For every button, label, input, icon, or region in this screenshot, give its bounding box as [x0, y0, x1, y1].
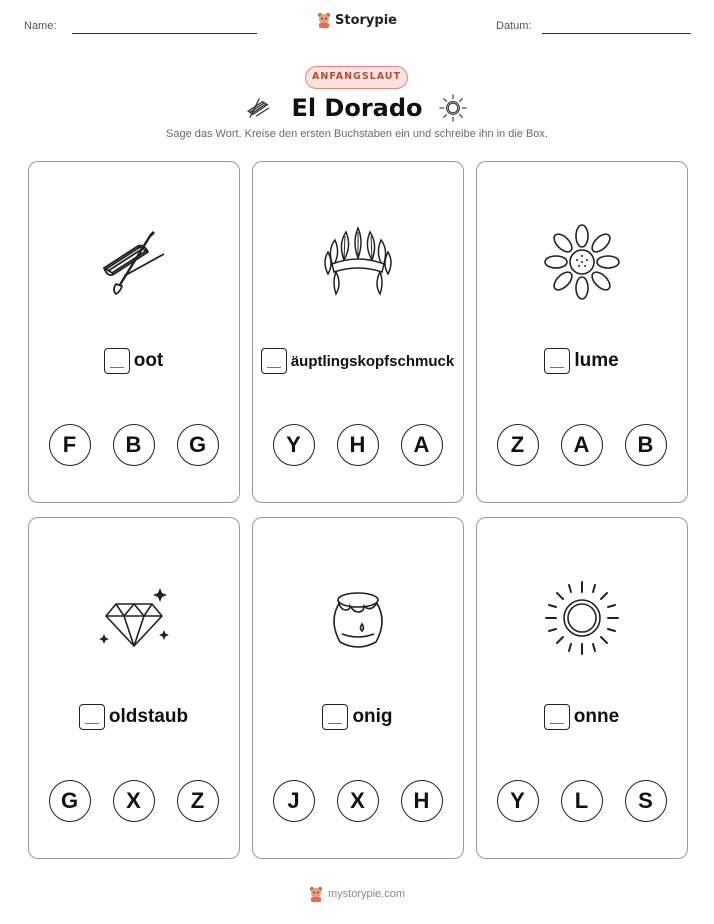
brand-name: Storypie: [335, 12, 397, 28]
page-title: El Dorado: [291, 94, 423, 122]
card-picture: [477, 222, 686, 302]
word-rest: onig: [352, 706, 393, 727]
letter-choice[interactable]: B: [625, 424, 667, 466]
letter-choice[interactable]: G: [49, 780, 91, 822]
choices: [253, 780, 462, 822]
date-line[interactable]: [542, 33, 691, 34]
sun-icon: [437, 92, 469, 124]
letter-choice[interactable]: H: [401, 780, 443, 822]
letter-choice[interactable]: G: [177, 424, 219, 466]
choices: [29, 780, 238, 822]
flower-icon: [542, 222, 622, 302]
card-picture: [477, 578, 686, 658]
letter-choice[interactable]: A: [401, 424, 443, 466]
choices: [253, 424, 462, 466]
answer-box[interactable]: [544, 348, 570, 374]
letter-choice[interactable]: F: [49, 424, 91, 466]
letter-choice[interactable]: A: [561, 424, 603, 466]
card-picture: [29, 578, 238, 658]
card-6: [476, 517, 688, 859]
card-2: [252, 161, 464, 503]
answer-box[interactable]: [261, 348, 287, 374]
letter-choice[interactable]: J: [273, 780, 315, 822]
choices: [29, 424, 238, 466]
choices: [477, 780, 686, 822]
letter-choice[interactable]: Z: [497, 424, 539, 466]
answer-box[interactable]: [104, 348, 130, 374]
letter-choice[interactable]: Z: [177, 780, 219, 822]
honey-pot-icon: [318, 578, 398, 658]
choices: [477, 424, 686, 466]
word-rest: oot: [133, 350, 164, 371]
letter-choice[interactable]: S: [625, 780, 667, 822]
name-label: Name:: [24, 20, 57, 32]
answer-box[interactable]: [322, 704, 348, 730]
letter-choice[interactable]: Y: [273, 424, 315, 466]
sun-icon: [542, 578, 622, 658]
word-rest: onne: [573, 706, 620, 727]
card-picture: [253, 578, 462, 658]
name-line[interactable]: [72, 33, 257, 34]
card-3: [476, 161, 688, 503]
card-4: [28, 517, 240, 859]
letter-choice[interactable]: B: [113, 424, 155, 466]
word-rest: äuptlingskopfschmuck: [290, 352, 455, 370]
letter-choice[interactable]: H: [337, 424, 379, 466]
bear-icon: [309, 886, 323, 902]
word: [477, 348, 686, 374]
word-rest: oldstaub: [108, 706, 189, 727]
word: [29, 704, 238, 730]
title-row: [0, 92, 714, 124]
word-rest: lume: [574, 350, 619, 371]
instructions: Sage das Wort. Kreise den ersten Buchstaben ein und schreibe ihn in die Box.: [166, 128, 548, 140]
word: [253, 348, 462, 374]
footer-url[interactable]: mystorypie.com: [327, 888, 406, 900]
card-picture: [253, 222, 462, 302]
letter-choice[interactable]: Y: [497, 780, 539, 822]
diamond-icon: [94, 578, 174, 658]
card-picture: [29, 222, 238, 302]
word: [477, 704, 686, 730]
answer-box[interactable]: [79, 704, 105, 730]
answer-box[interactable]: [544, 704, 570, 730]
date-label: Datum:: [496, 20, 532, 32]
word: [29, 348, 238, 374]
raft-icon: [94, 222, 174, 302]
category-tag: ANFANGSLAUT: [305, 66, 408, 89]
letter-choice[interactable]: L: [561, 780, 603, 822]
card-5: [252, 517, 464, 859]
letter-choice[interactable]: X: [337, 780, 379, 822]
storypie-logo: [0, 12, 714, 28]
bear-icon: [317, 12, 331, 28]
word: [253, 704, 462, 730]
footer: [0, 886, 714, 902]
card-1: [28, 161, 240, 503]
raft-icon: [245, 92, 277, 124]
feather-headdress-icon: [318, 222, 398, 302]
letter-choice[interactable]: X: [113, 780, 155, 822]
